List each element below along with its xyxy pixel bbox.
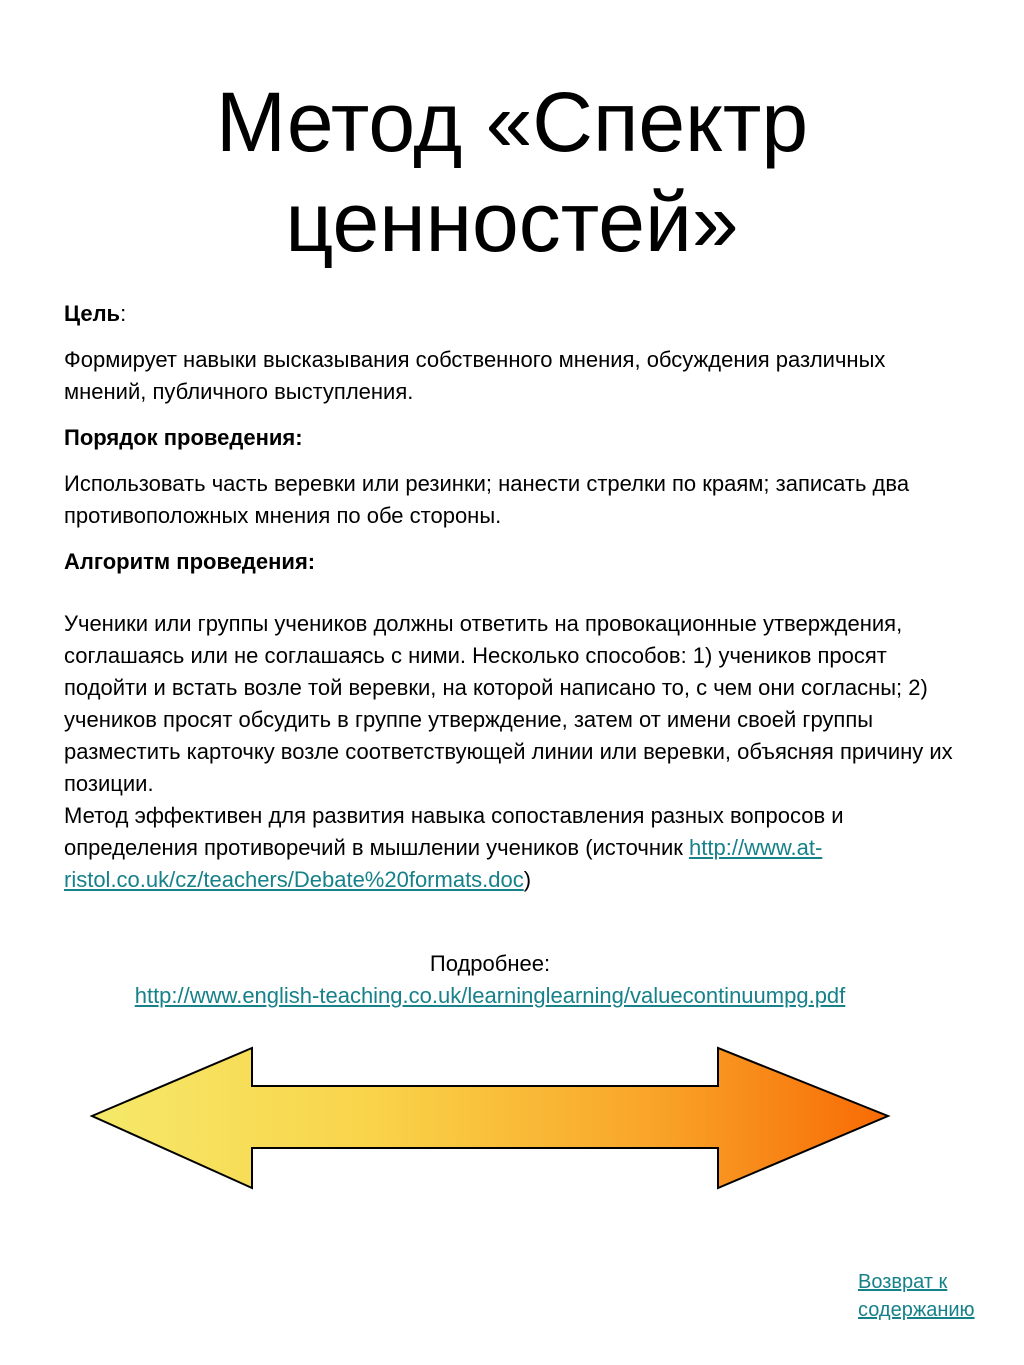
goal-heading — [64, 298, 954, 330]
arrow-shape — [92, 1048, 888, 1188]
algorithm-effect — [64, 800, 954, 896]
algorithm-text: Ученики или группы учеников должны ответить на провокационные утверждения, соглашаясь или не соглашаясь с ними. Несколько способов: 1) учеников просят подойти и встать возле той веревки, на которой написано то, с чем они согласны; 2) учеников просят обсудить в группе утверждение, затем от имени своей группы разместить карточку возле соответствующей линии или веревки, объясняя причину их позиции. — [64, 611, 953, 796]
effect-text: Метод эффективен для развития навыка сопоставления разных вопросов и определения противоречий в мышлении учеников (источник — [64, 803, 844, 860]
more-section — [0, 948, 980, 1012]
procedure-text: Использовать часть веревки или резинки; нанести стрелки по краям; записать два противоположных мнения по обе стороны. — [64, 471, 910, 528]
goal-text: Формирует навыки высказывания собственного мнения, обсуждения различных мнений, публичного выступления. — [64, 347, 886, 404]
source-link[interactable]: http://www.at-ristol.co.uk/cz/teachers/Debate%20formats.doc — [64, 835, 823, 892]
algorithm-label: Алгоритм проведения: — [64, 549, 316, 574]
back-to-contents-link[interactable]: Возврат к содержанию — [858, 1271, 975, 1321]
goal-colon: : — [120, 301, 127, 326]
main-content — [64, 298, 954, 896]
title-line-1: Метод «Спектр — [215, 75, 809, 169]
double-headed-arrow-icon — [86, 1040, 898, 1200]
more-label: Подробнее: — [429, 951, 551, 976]
more-link[interactable]: http://www.english-teaching.co.uk/learninglearning/valuecontinuumpg.pdf — [134, 983, 846, 1008]
page-title — [0, 72, 1024, 272]
procedure-label: Порядок проведения: — [64, 425, 303, 450]
goal-label: Цель — [64, 301, 121, 326]
title-line-2: ценностей» — [285, 175, 739, 269]
close-paren: ) — [523, 867, 532, 892]
